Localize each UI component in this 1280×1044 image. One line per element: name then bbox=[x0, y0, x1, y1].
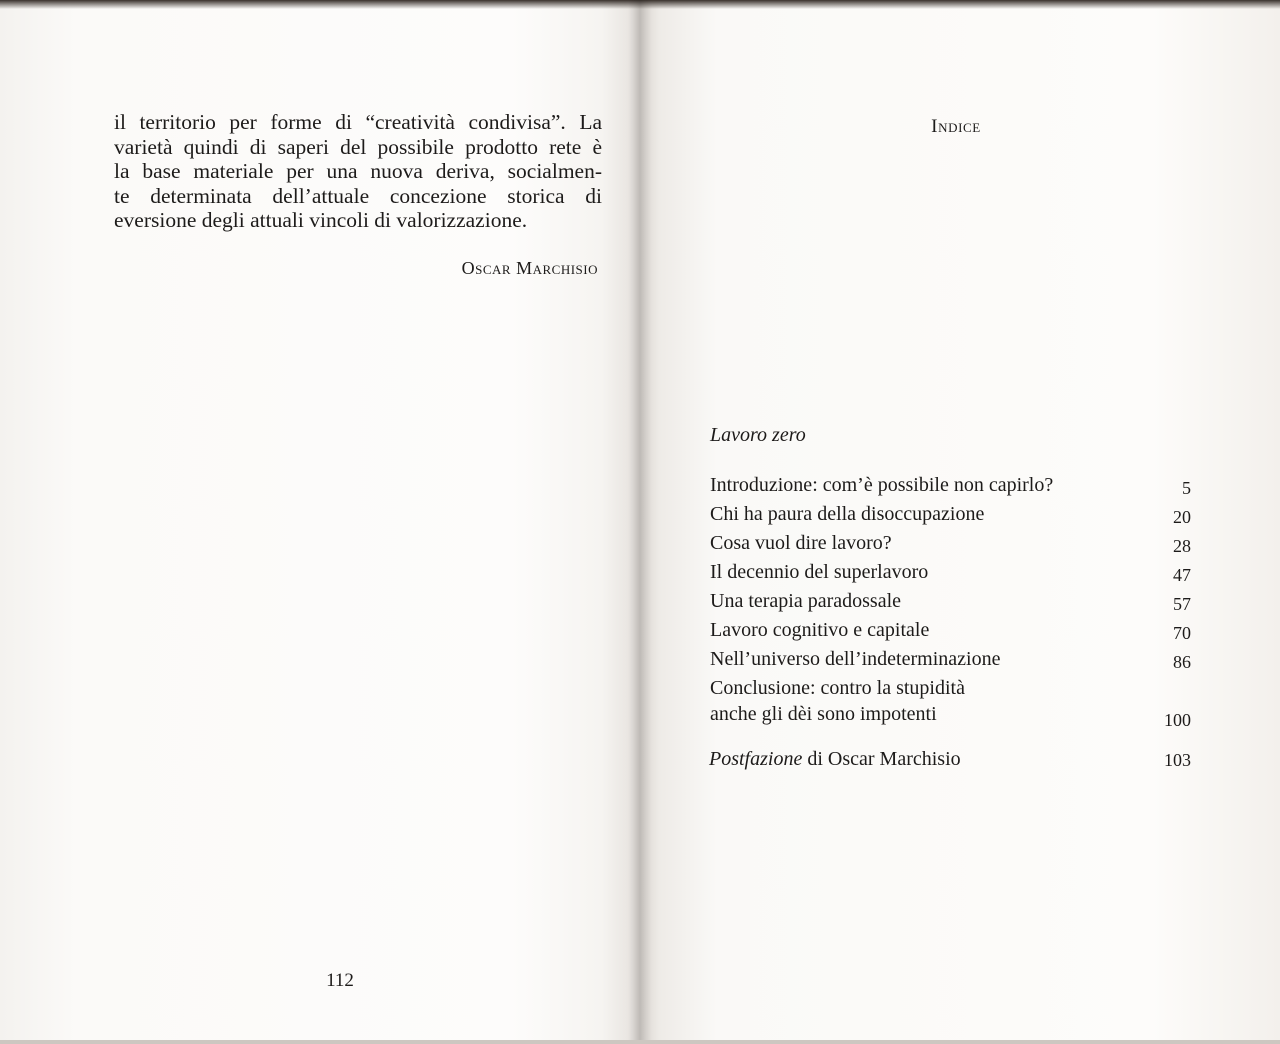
index-title: Indice bbox=[931, 116, 981, 137]
toc-entry-page: 57 bbox=[1173, 594, 1191, 614]
toc-entry-title: Lavoro cognitivo e capitale bbox=[710, 619, 930, 641]
closing-paragraph bbox=[114, 110, 602, 233]
toc-entry-page: 28 bbox=[1173, 536, 1191, 556]
toc-entry-title-line: anche gli dèi sono impotenti bbox=[710, 703, 937, 725]
page-number: 112 bbox=[326, 970, 354, 991]
section-title: Lavoro zero bbox=[710, 424, 806, 446]
toc-entry bbox=[710, 646, 1191, 675]
toc-entry-title: Il decennio del superlavoro bbox=[710, 561, 929, 583]
toc-entry-title: Cosa vuol dire lavoro? bbox=[710, 532, 892, 554]
paragraph-line: eversione degli attuali vincoli di valorizzazione. bbox=[114, 208, 528, 232]
toc-entry bbox=[710, 501, 1191, 530]
toc-entry-title bbox=[710, 675, 1191, 727]
paragraph-line: la base materiale per una nuova deriva, socialmen- bbox=[114, 159, 602, 183]
toc-entry-page: 70 bbox=[1173, 623, 1191, 643]
toc-entry bbox=[710, 472, 1191, 501]
toc-entry-page: 5 bbox=[1182, 478, 1191, 498]
toc-entry bbox=[710, 559, 1191, 588]
toc-entry-title: Una terapia paradossale bbox=[710, 590, 902, 612]
paragraph-line: varietà quindi di saperi del possibile prodotto rete è bbox=[114, 134, 602, 159]
toc-entry bbox=[710, 588, 1191, 617]
toc-entry-page: 86 bbox=[1173, 652, 1191, 672]
page-bottom-edge bbox=[0, 1040, 1280, 1044]
toc-entry bbox=[710, 617, 1191, 646]
paragraph-line: il territorio per forme di “creatività condivisa”. La bbox=[114, 110, 602, 134]
toc-entry-page: 20 bbox=[1173, 507, 1191, 527]
author-signature: Oscar Marchisio bbox=[461, 258, 598, 278]
right-page bbox=[640, 0, 1280, 1044]
paragraph-line: te determinata dell’attuale concezione storica di bbox=[114, 183, 602, 208]
table-of-contents bbox=[710, 472, 1191, 733]
postface-title-italic: Postfazione bbox=[709, 748, 803, 770]
toc-postface-entry bbox=[709, 746, 1191, 772]
toc-entry-page: 103 bbox=[1164, 750, 1191, 770]
toc-entry-page: 100 bbox=[1164, 710, 1191, 730]
toc-entry bbox=[710, 675, 1191, 733]
toc-entry-title-line: Conclusione: contro la stupidità bbox=[710, 677, 965, 699]
postface-title-rest: di Oscar Marchisio bbox=[802, 748, 961, 770]
toc-entry-title: Nell’universo dell’indeterminazione bbox=[710, 648, 1001, 670]
toc-entry-title: Introduzione: com’è possibile non capirlo? bbox=[710, 474, 1054, 496]
toc-entry-title: Chi ha paura della disoccupazione bbox=[710, 503, 985, 525]
toc-entry-page: 47 bbox=[1173, 565, 1191, 585]
toc-entry bbox=[710, 530, 1191, 559]
